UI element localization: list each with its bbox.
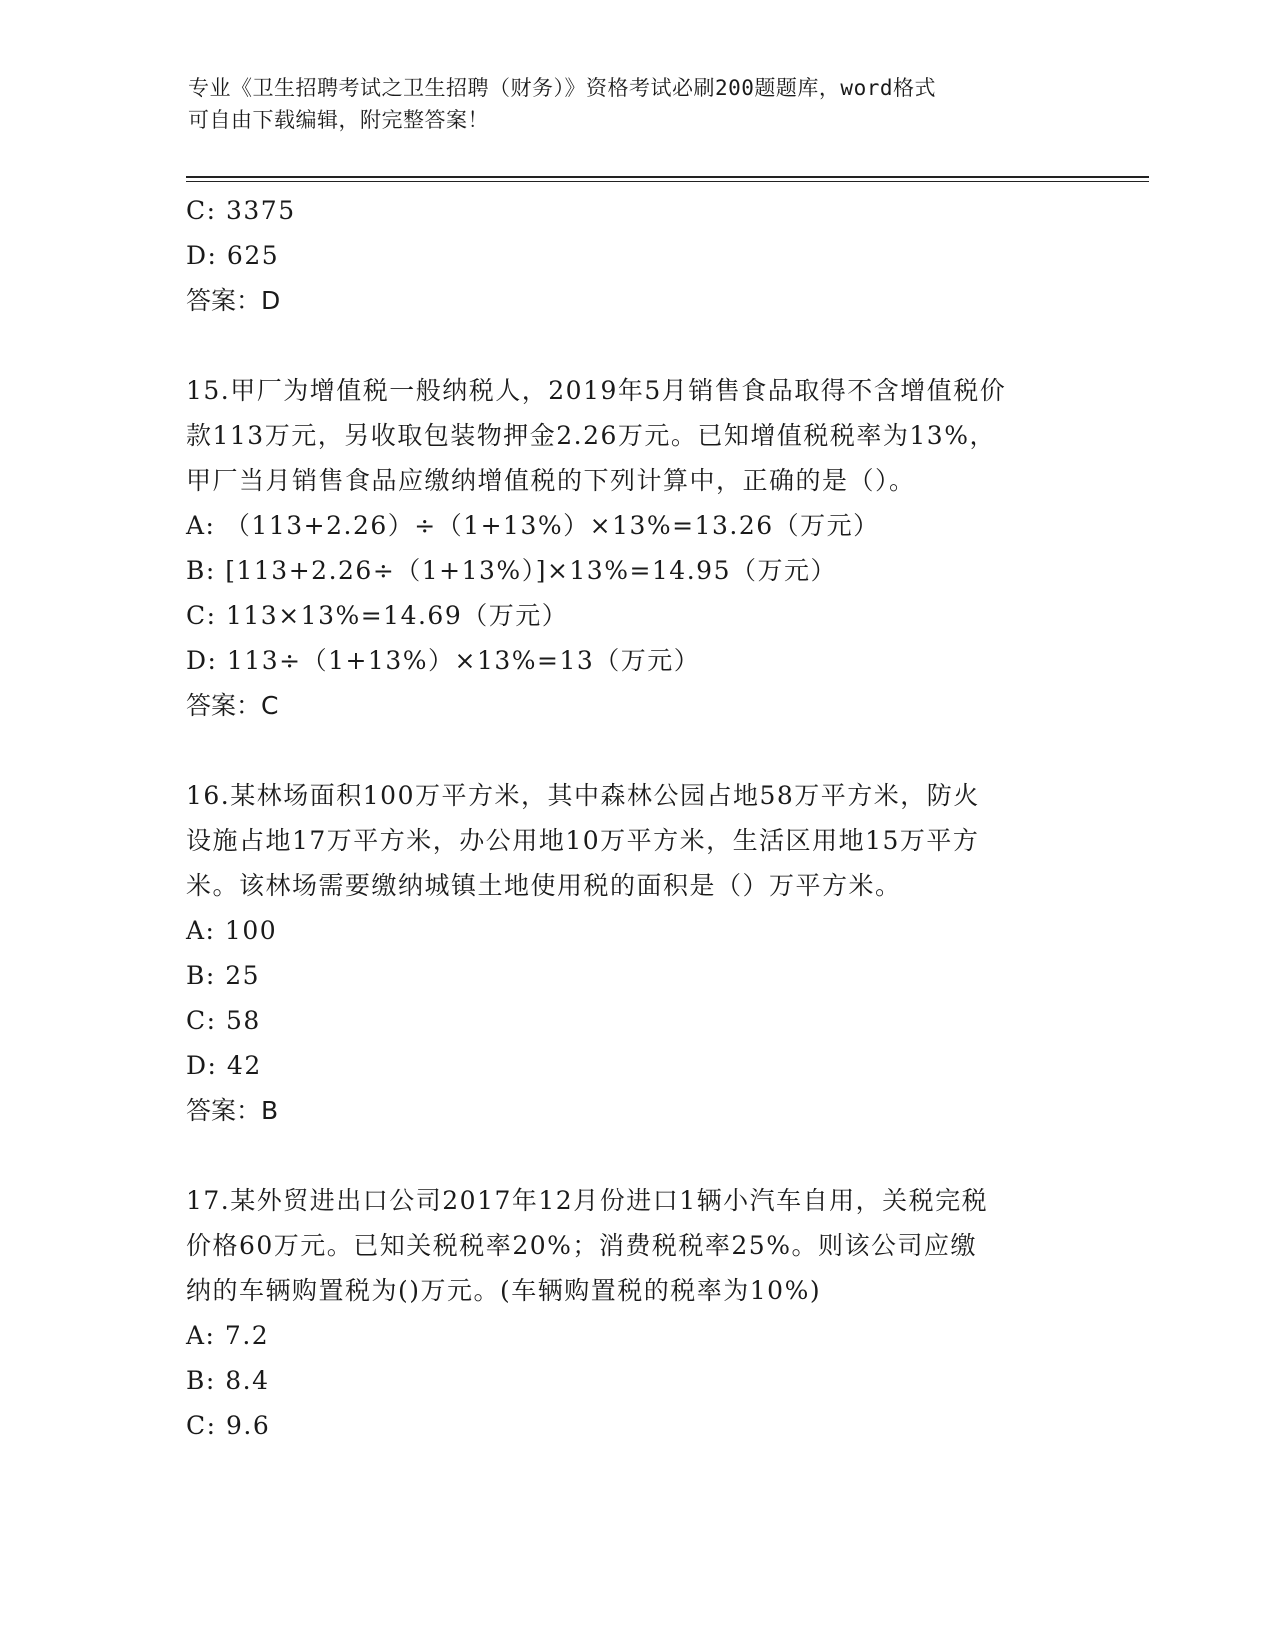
option-a: A: （113+2.26）÷（1+13%）×13%=13.26（万元） (186, 511, 880, 540)
question-text-line: 16.某林场面积100万平方米，其中森林公园占地58万平方米，防火 (186, 781, 980, 810)
document-header (188, 72, 1068, 136)
option-d: D: 625 (186, 241, 280, 270)
header-line-1: 专业《卫生招聘考试之卫生招聘（财务）》资格考试必刷200题题库，word格式 (188, 76, 936, 100)
option-b: B: [113+2.26÷（1+13%）]×13%=14.95（万元） (186, 556, 837, 585)
question-text-line: 设施占地17万平方米，办公用地10万平方米，生活区用地15万平方 (186, 826, 980, 855)
option-a: A: 100 (186, 916, 278, 945)
option-c: C: 3375 (186, 196, 296, 225)
option-c: C: 58 (186, 1006, 261, 1035)
answer-line: 答案：D (186, 286, 281, 315)
question-text-line: 甲厂当月销售食品应缴纳增值税的下列计算中，正确的是（）。 (186, 466, 916, 495)
question-content (186, 188, 1086, 1448)
header-divider-thin (186, 181, 1149, 182)
header-divider-thick (186, 176, 1149, 178)
option-c: C: 113×13%=14.69（万元） (186, 601, 569, 630)
question-17 (186, 1178, 1086, 1448)
question-text-line: 纳的车辆购置税为()万元。(车辆购置税的税率为10%) (186, 1276, 822, 1305)
question-14-tail (186, 188, 1086, 323)
option-a: A: 7.2 (186, 1321, 270, 1350)
option-d: D: 113÷（1+13%）×13%=13（万元） (186, 646, 701, 675)
option-b: B: 8.4 (186, 1366, 270, 1395)
option-c: C: 9.6 (186, 1411, 271, 1440)
question-text-line: 款113万元，另收取包装物押金2.26万元。已知增值税税率为13%， (186, 421, 996, 450)
question-text-line: 15.甲厂为增值税一般纳税人，2019年5月销售食品取得不含增值税价 (186, 376, 1007, 405)
question-text-line: 17.某外贸进出口公司2017年12月份进口1辆小汽车自用，关税完税 (186, 1186, 989, 1215)
option-b: B: 25 (186, 961, 261, 990)
question-15 (186, 368, 1086, 728)
question-text-line: 价格60万元。已知关税税率20%；消费税税率25%。则该公司应缴 (186, 1231, 977, 1260)
option-d: D: 42 (186, 1051, 262, 1080)
answer-line: 答案：C (186, 691, 279, 720)
question-16 (186, 773, 1086, 1133)
answer-line: 答案：B (186, 1096, 279, 1125)
header-line-2: 可自由下载编辑，附完整答案！ (188, 108, 489, 132)
question-text-line: 米。该林场需要缴纳城镇土地使用税的面积是（）万平方米。 (186, 871, 902, 900)
